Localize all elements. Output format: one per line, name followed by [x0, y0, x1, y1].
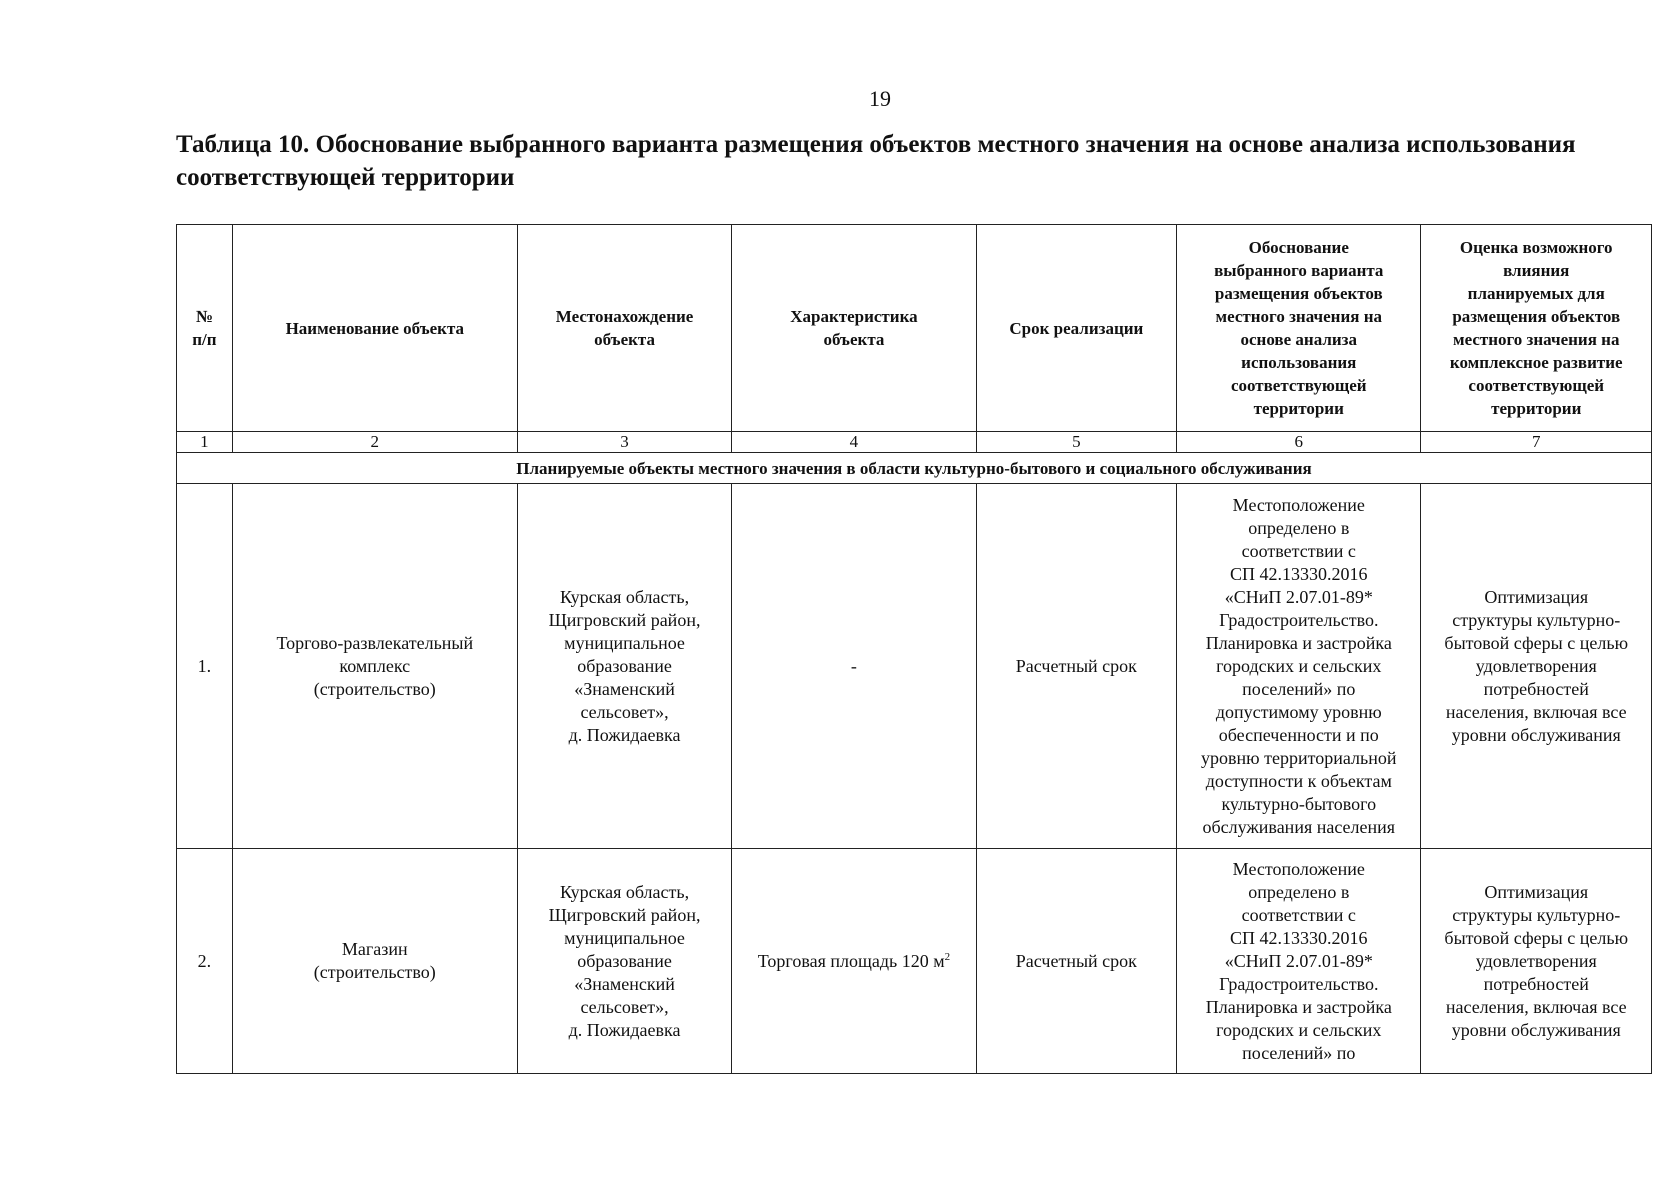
header-cell-justification: Обоснование выбранного варианта размещения объектов местного значения на основе анализа использования соответствующей территории — [1177, 225, 1421, 432]
page-number: 19 — [869, 86, 891, 111]
section-header-row — [177, 453, 1652, 484]
location-cell: Курская область, Щигровский район, муниципальное образование «Знаменский сельсовет», д. Пожидаевка — [517, 849, 731, 1074]
object-name-cell: Магазин (строительство) — [232, 849, 517, 1074]
column-number-cell: 7 — [1421, 432, 1652, 453]
header-cell-characteristic: Характеристика объекта — [732, 225, 976, 432]
table-row — [177, 849, 1652, 1074]
column-number-cell: 1 — [177, 432, 233, 453]
column-number-cell: 2 — [232, 432, 517, 453]
object-name-cell: Торгово-развлекательный комплекс (строительство) — [232, 484, 517, 849]
column-number-cell: 6 — [1177, 432, 1421, 453]
justification-cell: Местоположение определено в соответствии с СП 42.13330.2016 «СНиП 2.07.01-89* Градостроительство. Планировка и застройка городских и сельских поселений» по — [1177, 849, 1421, 1074]
assessment-cell: Оптимизация структуры культурно- бытовой сферы с целью удовлетворения потребностей населения, включая все уровни обслуживания — [1421, 849, 1652, 1074]
header-cell-assessment: Оценка возможного влияния планируемых для размещения объектов местного значения на комплексное развитие соответствующей территории — [1421, 225, 1652, 432]
table-title: Таблица 10. Обоснование выбранного варианта размещения объектов местного значения на основе анализа использования соответствующей территории — [176, 131, 1576, 191]
header-cell-number: № п/п — [177, 225, 233, 432]
header-cell-location: Местонахождение объекта — [517, 225, 731, 432]
column-number-cell: 4 — [732, 432, 976, 453]
row-number-cell: 1. — [177, 484, 233, 849]
header-cell-term: Срок реализации — [976, 225, 1176, 432]
term-cell: Расчетный срок — [976, 849, 1176, 1074]
assessment-cell: Оптимизация структуры культурно- бытовой сферы с целью удовлетворения потребностей населения, включая все уровни обслуживания — [1421, 484, 1652, 849]
column-number-cell: 5 — [976, 432, 1176, 453]
column-number-row — [177, 432, 1652, 453]
table-row — [177, 484, 1652, 849]
section-title: Планируемые объекты местного значения в области культурно-бытового и социального обслуживания — [177, 453, 1652, 484]
term-cell: Расчетный срок — [976, 484, 1176, 849]
header-cell-name: Наименование объекта — [232, 225, 517, 432]
characteristic-cell: - — [732, 484, 976, 849]
row-number-cell: 2. — [177, 849, 233, 1074]
column-number-cell: 3 — [517, 432, 731, 453]
location-cell: Курская область, Щигровский район, муниципальное образование «Знаменский сельсовет», д. Пожидаевка — [517, 484, 731, 849]
justification-cell: Местоположение определено в соответствии с СП 42.13330.2016 «СНиП 2.07.01-89* Градостроительство. Планировка и застройка городских и сельских поселений» по допустимому уровню обеспеченности и по уровню территориальной доступности к объектам культурно-бытового обслуживания населения — [1177, 484, 1421, 849]
characteristic-cell: Торговая площадь 120 $м^2$ — [732, 849, 976, 1074]
table-header-row — [177, 225, 1652, 432]
justification-table — [176, 224, 1652, 1074]
